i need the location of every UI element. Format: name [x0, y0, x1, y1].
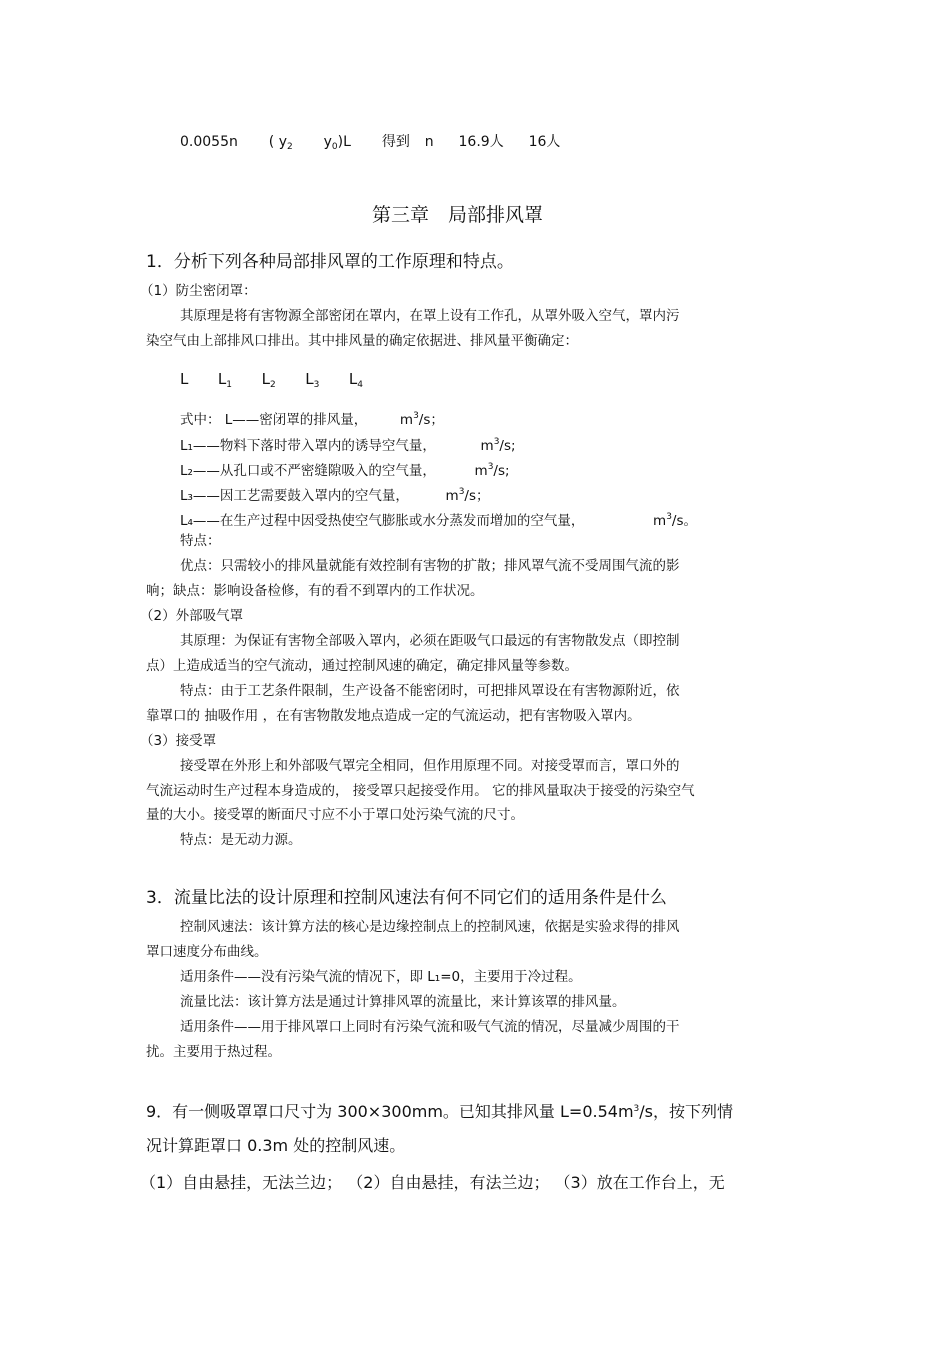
q9-line1	[146, 1098, 733, 1123]
q1-s1-title: （1）防尘密闭罩：	[140, 283, 257, 299]
eq-L: L	[180, 370, 189, 388]
formula-y0-sub: 0	[331, 142, 338, 152]
def-L4-tail: /s。	[671, 513, 698, 529]
q1-s2-p1a: 其原理：为保证有害物全部吸入罩内，必须在距吸气口最远的有害物散发点（即控制	[180, 633, 680, 649]
q3-p4b: 扰。主要用于热过程。	[146, 1044, 281, 1060]
chapter-title: 第三章 局部排风罩	[372, 204, 544, 226]
q1-feat-label: 特点：	[180, 533, 221, 549]
def-L2-text: L₂——从孔口或不严密缝隙吸入的空气量，	[180, 463, 436, 479]
q1-s3-feat: 特点：是无动力源。	[180, 832, 302, 848]
def-L-unit: m	[399, 412, 414, 428]
def-L1-tail: /s;	[499, 438, 516, 454]
def-L3-text: L₃——因工艺需要鼓入罩内的空气量，	[180, 488, 409, 504]
eq-L3-sub: 3	[313, 380, 320, 390]
def-L-unit-tail: /s；	[418, 412, 444, 428]
def-L1	[180, 433, 516, 455]
q1-feat-b: 响；缺点：影响设备检修，有的看不到罩内的工作状况。	[146, 583, 484, 599]
def-L3-tail: /s；	[464, 488, 490, 504]
formula-v2: 16人	[528, 134, 561, 150]
q1-heading: 1．分析下列各种局部排风罩的工作原理和特点。	[146, 252, 514, 272]
q3-heading: 3．流量比法的设计原理和控制风速法有何不同它们的适用条件是什么	[146, 888, 667, 908]
def-L4-sup: 3	[666, 512, 672, 522]
eq-L1-sub: 1	[226, 380, 233, 390]
def-L3-sup: 3	[458, 487, 465, 497]
q1-s3-p1c: 量的大小。接受罩的断面尺寸应不小于罩口处污染气流的尺寸。	[146, 807, 524, 823]
formula-n: n	[424, 134, 434, 150]
q1-s2-p2b: 靠罩口的 抽吸作用 ，在有害物散发地点造成一定的气流运动，把有害物吸入罩内。	[146, 708, 641, 724]
def-L2-sup: 3	[487, 462, 494, 472]
def-L2	[180, 458, 510, 480]
q1-s3-p1a: 接受罩在外形上和外部吸气罩完全相同，但作用原理不同。对接受罩而言，罩口外的	[180, 758, 680, 774]
def-L2-unit: m	[474, 463, 488, 479]
q1-feat-a: 优点：只需较小的排风量就能有效控制有害物的扩散；排风罩气流不受周围气流的影	[180, 558, 680, 574]
q9-line1-b: /s，按下列情	[639, 1102, 734, 1121]
def-L4	[180, 508, 697, 530]
eq-L4-sub: 4	[357, 380, 363, 390]
q3-p3: 流量比法：该计算方法是通过计算排风罩的流量比，来计算该罩的排风量。	[180, 994, 626, 1010]
q1-s3-p1b: 气流运动时生产过程本身造成的， 接受罩只起接受作用。 它的排风量取决于接受的污染空气	[146, 783, 695, 799]
formula-y2-sub: 2	[286, 142, 293, 152]
formula-open: (	[268, 134, 275, 150]
q9-line1-a: 9．有一侧吸罩罩口尺寸为 300×300mm。已知其排风量 L=0.54m	[146, 1102, 634, 1121]
def-L4-unit: m	[653, 513, 667, 529]
formula-coef: 0.0055n	[180, 134, 238, 150]
q1-s2-p2a: 特点：由于工艺条件限制，生产设备不能密闭时，可把排风罩设在有害物源附近，依	[180, 683, 680, 699]
q1-s2-title: （2）外部吸气罩	[140, 608, 244, 624]
q9-line3: （1）自由悬挂，无法兰边； （2）自由悬挂，有法兰边； （3）放在工作台上，无	[140, 1173, 725, 1192]
air-balance-equation	[180, 369, 363, 395]
def-L-text: 式中： L——密闭罩的排风量，	[180, 412, 368, 428]
def-L3	[180, 483, 490, 505]
formula-close: )L	[337, 134, 351, 150]
formula-v1: 16.9人	[458, 134, 504, 150]
def-L3-unit: m	[445, 488, 459, 504]
formula-get: 得到	[381, 134, 410, 150]
def-L1-text: L₁——物料下落时带入罩内的诱导空气量，	[180, 438, 436, 454]
eq-L2: L	[261, 370, 270, 388]
def-L1-unit: m	[480, 438, 494, 454]
q3-p4a: 适用条件——用于排风罩口上同时有污染气流和吸气气流的情况，尽量减少周围的干	[180, 1019, 680, 1035]
formula-y2: y	[278, 134, 287, 150]
def-L4-text: L₄——在生产过程中因受热使空气膨胀或水分蒸发而增加的空气量，	[180, 513, 585, 529]
eq-L2-sub: 2	[269, 380, 276, 390]
formula-y0: y	[323, 134, 332, 150]
q9-line2: 况计算距罩口 0.3m 处的控制风速。	[146, 1136, 406, 1155]
q3-p2: 适用条件——没有污染气流的情况下，即 L₁=0，主要用于冷过程。	[180, 969, 582, 985]
def-L1-sup: 3	[493, 437, 500, 447]
formula-top	[180, 133, 560, 156]
eq-L1: L	[217, 370, 227, 388]
q3-p1a: 控制风速法：该计算方法的核心是边缘控制点上的控制风速，依据是实验求得的排风	[180, 919, 680, 935]
q9-line1-sup: 3	[633, 1104, 640, 1114]
q3-p1b: 罩口速度分布曲线。	[146, 944, 268, 960]
def-L-sup: 3	[413, 411, 419, 421]
q1-s3-title: （3）接受罩	[140, 733, 217, 749]
eq-L4: L	[348, 370, 358, 388]
q1-s1-p1a: 其原理是将有害物源全部密闭在罩内，在罩上设有工作孔，从罩外吸入空气，罩内污	[180, 308, 680, 324]
q1-s2-p1b: 点）上造成适当的空气流动，通过控制风速的确定，确定排风量等参数。	[146, 658, 578, 674]
def-L2-tail: /s;	[493, 463, 510, 479]
eq-L3: L	[305, 370, 314, 388]
q1-s1-p1b: 染空气由上部排风口排出。其中排风量的确定依据进、排风量平衡确定：	[146, 333, 578, 349]
def-L	[180, 407, 444, 429]
